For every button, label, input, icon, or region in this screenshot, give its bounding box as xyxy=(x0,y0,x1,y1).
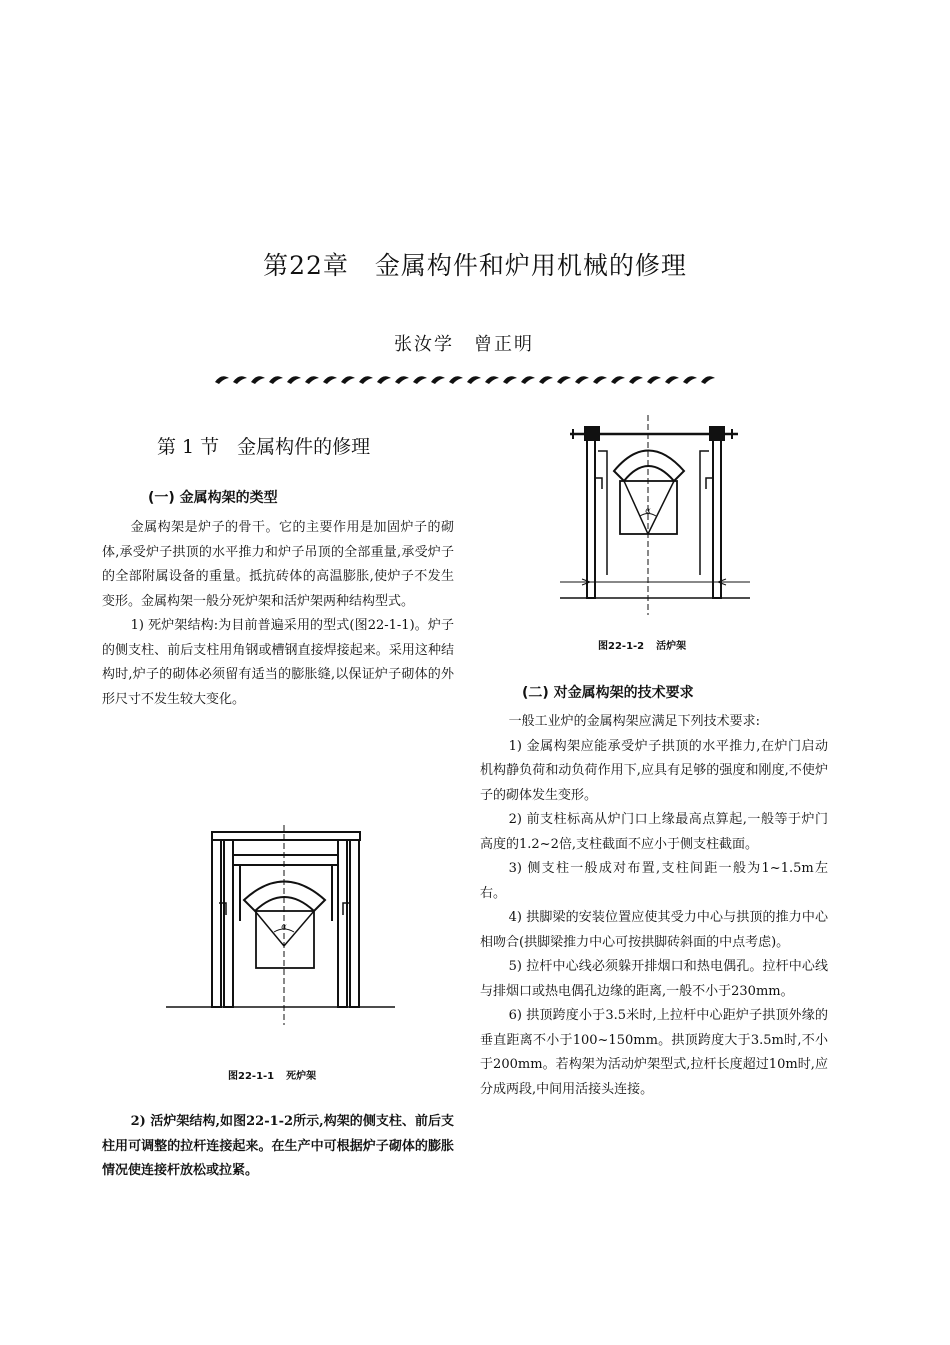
chapter-title xyxy=(0,246,950,282)
right-column xyxy=(350,840,359,1007)
ornament-mark xyxy=(233,376,247,384)
chapter-name: 金属构件和炉用机械的修理 xyxy=(374,251,687,280)
list-item: 5) 拉杆中心线必须躲开排烟口和热电偶孔。拉杆中心线与排烟口或热电偶孔边缘的距离,一般不小于230mm。 xyxy=(480,959,828,999)
ornament-mark xyxy=(611,376,625,384)
ornament-mark xyxy=(395,376,409,384)
list-item: 2) 前支柱标高从炉门口上缘最高点算起,一般等于炉门高度的1.2~2倍,支柱截面不应小于侧支柱截面。 xyxy=(480,812,828,852)
inner-wall xyxy=(607,451,700,501)
section-name: 金属构件的修理 xyxy=(237,436,371,458)
ornament-mark xyxy=(683,376,697,384)
angle-label: α xyxy=(281,922,287,931)
ornament-mark xyxy=(665,376,679,384)
ornament-mark xyxy=(269,376,283,384)
list-item: 6) 拱顶跨度小于3.5米时,上拉杆中心距炉子拱顶外缘的垂直距离不小于100~150mm。拱顶跨度大于3.5m时,不小于200mm。若构架为活动炉架型式,拉杆长度超过10m时,应分成两段,中间用活接头连接。 xyxy=(480,1008,828,1097)
right-column-text xyxy=(480,710,828,1102)
ornament-mark xyxy=(593,376,607,384)
figure-fixed-furnace-frame xyxy=(160,825,400,1030)
figure-adjustable-furnace-frame xyxy=(560,415,760,615)
figure1-caption xyxy=(228,1067,316,1082)
authors xyxy=(0,330,928,356)
ornament-mark xyxy=(323,376,337,384)
figure-title: 死炉架 xyxy=(286,1071,317,1082)
left-column xyxy=(224,840,233,1007)
figure-label: 图22-1-1 xyxy=(228,1071,275,1082)
ornament-mark xyxy=(575,376,589,384)
ornament-mark xyxy=(251,376,265,384)
figure-label: 图22-1-2 xyxy=(598,641,645,652)
paragraph: 一般工业炉的金属构架应满足下列技术要求: xyxy=(508,714,760,729)
right-column xyxy=(713,440,721,598)
ornament-mark xyxy=(701,376,715,384)
ornament-mark xyxy=(341,376,355,384)
ornament-mark xyxy=(287,376,301,384)
rod-nut xyxy=(710,427,724,440)
ornament-mark xyxy=(215,376,229,384)
paragraph: 金属构架是炉子的骨干。它的主要作用是加固炉子的砌体,承受炉子拱顶的水平推力和炉子吊顶的全部重量,承受炉子的全部附属设备的重量。抵抗砖体的高温膨胀,使炉子不发生变形。金属构架一般分死炉架和活炉架两种结构型式。 xyxy=(102,520,454,609)
ornament-mark xyxy=(377,376,391,384)
chapter-number: 第22章 xyxy=(263,251,349,280)
ornament-divider xyxy=(215,372,720,386)
furnace-body xyxy=(256,911,314,968)
ornament-mark xyxy=(449,376,463,384)
author-name: 张汝学 xyxy=(394,334,454,355)
section-number: 第 1 节 xyxy=(157,436,220,458)
angle-label: α xyxy=(645,506,651,515)
ornament-mark xyxy=(467,376,481,384)
ornament-mark xyxy=(305,376,319,384)
arch-roof xyxy=(614,451,684,482)
ornament-mark xyxy=(521,376,535,384)
rod-nut xyxy=(585,427,599,440)
right-column xyxy=(338,840,347,1007)
subsection-heading-types: (一) 金属构架的类型 xyxy=(148,490,278,506)
paragraph: 2) 活炉架结构,如图22-1-2所示,构架的侧支柱、前后支柱用可调整的拉杆连接起来。在生产中可根据炉子砌体的膨胀情况使连接杆放松或拉紧。 xyxy=(102,1114,454,1178)
ornament-mark xyxy=(431,376,445,384)
left-column-text-bottom xyxy=(102,1110,454,1184)
figure2-caption xyxy=(598,637,686,652)
list-item: 1) 金属构架应能承受炉子拱顶的水平推力,在炉门启动机构静负荷和动负荷作用下,应具有足够的强度和刚度,不使炉子的砌体发生变形。 xyxy=(480,738,828,803)
section-title xyxy=(157,432,370,459)
left-column xyxy=(587,440,595,598)
ornament-mark xyxy=(413,376,427,384)
ornament-mark xyxy=(503,376,517,384)
ornament-mark xyxy=(485,376,499,384)
subsection-heading-requirements: (二) 对金属构架的技术要求 xyxy=(522,685,694,701)
top-beam xyxy=(212,832,360,840)
paragraph: 1) 死炉架结构:为目前普遍采用的型式(图22-1-1)。炉子的侧支柱、前后支柱用角钢或槽钢直接焊接起来。采用这种结构时,炉子的砌体必须留有适当的膨胀缝,以保证炉子砌体的外形尺寸不发生较大变化。 xyxy=(102,618,454,707)
ornament-mark xyxy=(557,376,571,384)
skewback-bracket xyxy=(596,478,712,489)
figure-title: 活炉架 xyxy=(656,641,687,652)
left-column xyxy=(212,840,221,1007)
tie-beam xyxy=(233,855,338,865)
left-column-text xyxy=(102,516,454,712)
ornament-mark xyxy=(647,376,661,384)
list-item: 3) 侧支柱一般成对布置,支柱间距一般为1~1.5m左右。 xyxy=(480,861,828,901)
author-name: 曾正明 xyxy=(474,334,534,355)
ornament-mark xyxy=(539,376,553,384)
list-item: 4) 拱脚梁的安装位置应使其受力中心与拱顶的推力中心相吻合(拱脚梁推力中心可按拱脚砖斜面的中点考虑)。 xyxy=(480,910,828,950)
ornament-mark xyxy=(629,376,643,384)
ornament-mark xyxy=(359,376,373,384)
